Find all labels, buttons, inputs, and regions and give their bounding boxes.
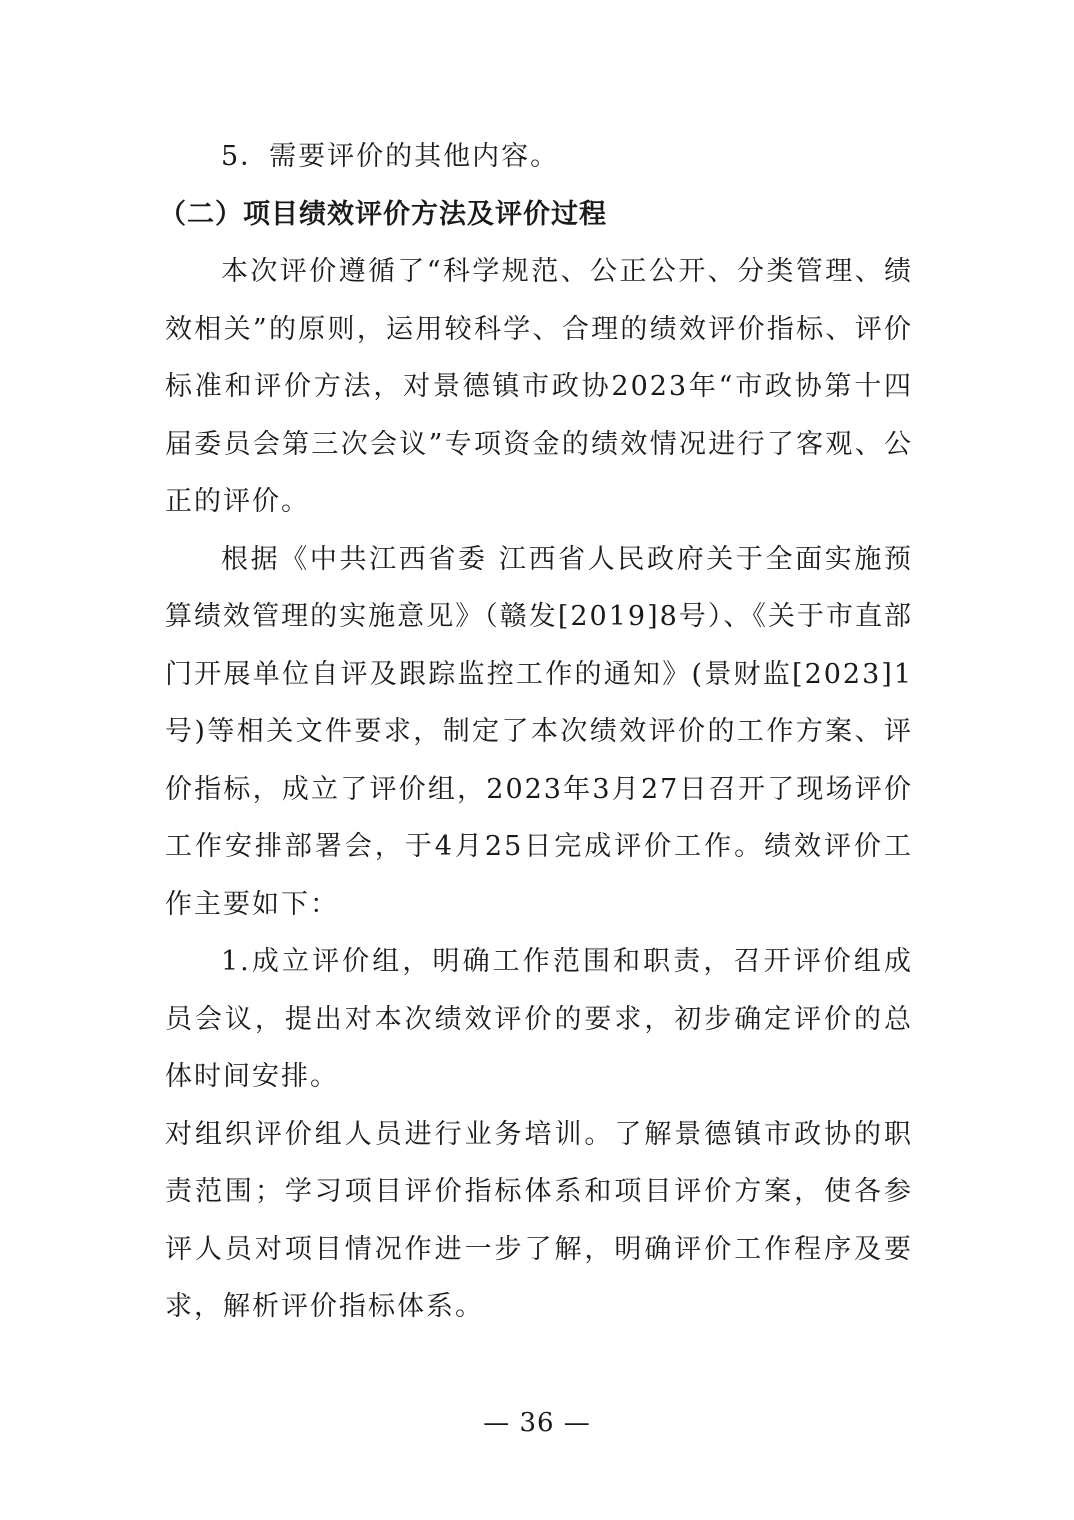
document-body [159, 128, 913, 1336]
section-heading: （二）项目绩效评价方法及评价过程 [159, 198, 607, 230]
paragraph-step-1: 1.成立评价组，明确工作范围和职责，召开评价组成员会议，提出对本次绩效评价的要求，初步确定评价的总体时间安排。 [165, 946, 913, 1092]
paragraph-basis: 根据《中共江西省委 江西省人民政府关于全面实施预算绩效管理的实施意见》（赣发[2019]8号）、《关于市直部门开展单位自评及跟踪监控工作的通知》(景财监[2023]1号)等相关文件要求，制定了本次绩效评价的工作方案、评价指标，成立了评价组，2023年3月27日召开了现场评价工作安排部署会，于4月25日完成评价工作。绩效评价工作主要如下： [165, 543, 913, 920]
list-item-5: 5．需要评价的其他内容。 [221, 141, 560, 172]
paragraph-training: 对组织评价组人员进行业务培训。了解景德镇市政协的职责范围；学习项目评价指标体系和项目评价方案，使各参评人员对项目情况作进一步了解，明确评价工作程序及要求，解析评价指标体系。 [165, 1118, 913, 1322]
page-number: — 36 — [483, 1408, 591, 1438]
paragraph-principles: 本次评价遵循了“科学规范、公正公开、分类管理、绩效相关”的原则，运用较科学、合理的绩效评价指标、评价标准和评价方法，对景德镇市政协2023年“市政协第十四届委员会第三次会议”专项资金的绩效情况进行了客观、公正的评价。 [165, 256, 913, 517]
